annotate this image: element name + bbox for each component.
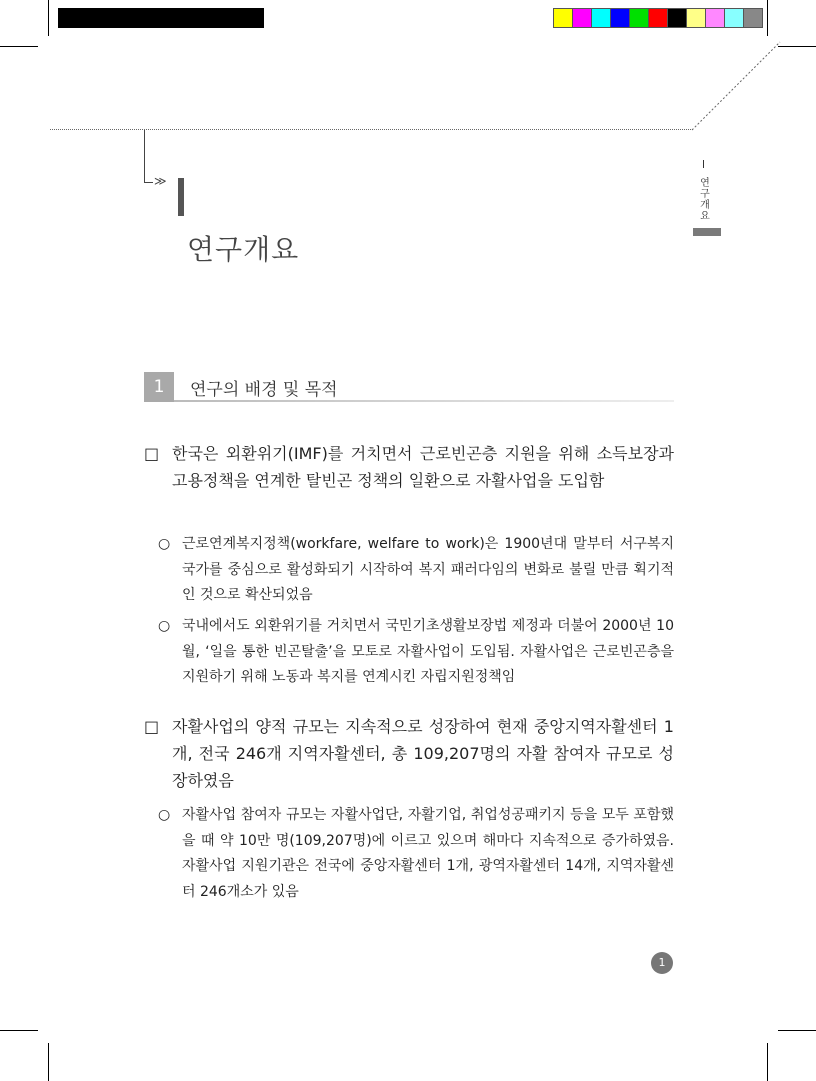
color-swatch <box>668 9 687 27</box>
square-bullet-icon: □ <box>144 444 160 463</box>
crop-mark <box>767 0 768 36</box>
crop-mark <box>48 1043 49 1081</box>
sub-paragraph-text: 국내에서도 외환위기를 거치면서 국민기초생활보장법 제정과 더불어 2000년 10월, ‘일을 통한 빈곤탈출’을 모토로 자활사업이 도입됨. 자활사업은 근로빈곤층을 지원하기 위해 노동과 복지를 연계시킨 자립지원정책임 <box>182 618 674 685</box>
color-swatch <box>573 9 592 27</box>
section-title: 연구의 배경 및 목적 <box>190 380 338 400</box>
color-swatch <box>725 9 744 27</box>
color-swatch <box>687 9 706 27</box>
crop-mark <box>778 1030 816 1031</box>
color-swatch <box>630 9 649 27</box>
paragraph-text: 자활사업의 양적 규모는 지속적으로 성장하여 현재 중앙지역자활센터 1개, 전국 246개 지역자활센터, 총 109,207명의 자활 참여자 규모로 성장하였음 <box>172 717 674 790</box>
chapter-arrows-icon: ≫ <box>154 174 165 188</box>
circle-bullet-icon: ○ <box>158 807 171 823</box>
sub-paragraph <box>158 803 674 905</box>
chapter-marker-bar <box>178 178 184 216</box>
section-number: 1 <box>144 372 174 402</box>
header-diagonal-rule <box>690 40 790 132</box>
chapter-title: 연구개요 <box>187 233 300 266</box>
sub-paragraph <box>158 532 674 609</box>
circle-bullet-icon: ○ <box>158 536 171 552</box>
side-tab-label: 연구개요 <box>700 178 710 222</box>
color-swatch <box>706 9 725 27</box>
color-swatch <box>611 9 630 27</box>
sub-paragraph <box>158 614 674 691</box>
main-paragraph <box>144 440 674 494</box>
crop-mark <box>48 0 49 36</box>
section-underline <box>174 400 674 402</box>
crop-mark <box>0 1030 38 1031</box>
crop-mark <box>0 46 38 47</box>
chapter-bracket <box>144 130 153 183</box>
sub-paragraph-text: 근로연계복지정책(workfare, welfare to work)은 1900년대 말부터 서구복지국가를 중심으로 활성화되기 시작하여 복지 패러다임의 변화로 불릴 만큼 획기적인 것으로 확산되었음 <box>182 536 674 603</box>
crop-mark <box>767 1043 768 1081</box>
square-bullet-icon: □ <box>144 717 160 736</box>
circle-bullet-icon: ○ <box>158 618 171 634</box>
color-swatch-strip <box>553 8 763 28</box>
sub-paragraph-text: 자활사업 참여자 규모는 자활사업단, 자활기업, 취업성공패키지 등을 모두 포함했을 때 약 10만 명(109,207명)에 이르고 있으며 해마다 지속적으로 증가하였음. 자활사업 지원기관은 전국에 중앙자활센터 1개, 광역자활센터 14개, 지역자활센터 246개소가 있음 <box>182 807 674 900</box>
color-swatch <box>554 9 573 27</box>
side-tab-bar <box>693 228 721 236</box>
section-heading <box>144 372 684 402</box>
page-number: 1 <box>651 952 673 974</box>
paragraph-text: 한국은 외환위기(IMF)를 거치면서 근로빈곤층 지원을 위해 소득보장과 고용정책을 연계한 탈빈곤 정책의 일환으로 자활사업을 도입함 <box>172 444 674 490</box>
registration-black-bar <box>58 8 264 28</box>
color-swatch <box>592 9 611 27</box>
color-swatch <box>649 9 668 27</box>
main-paragraph <box>144 713 674 794</box>
side-tab-tick <box>703 160 704 168</box>
color-swatch <box>744 9 762 27</box>
